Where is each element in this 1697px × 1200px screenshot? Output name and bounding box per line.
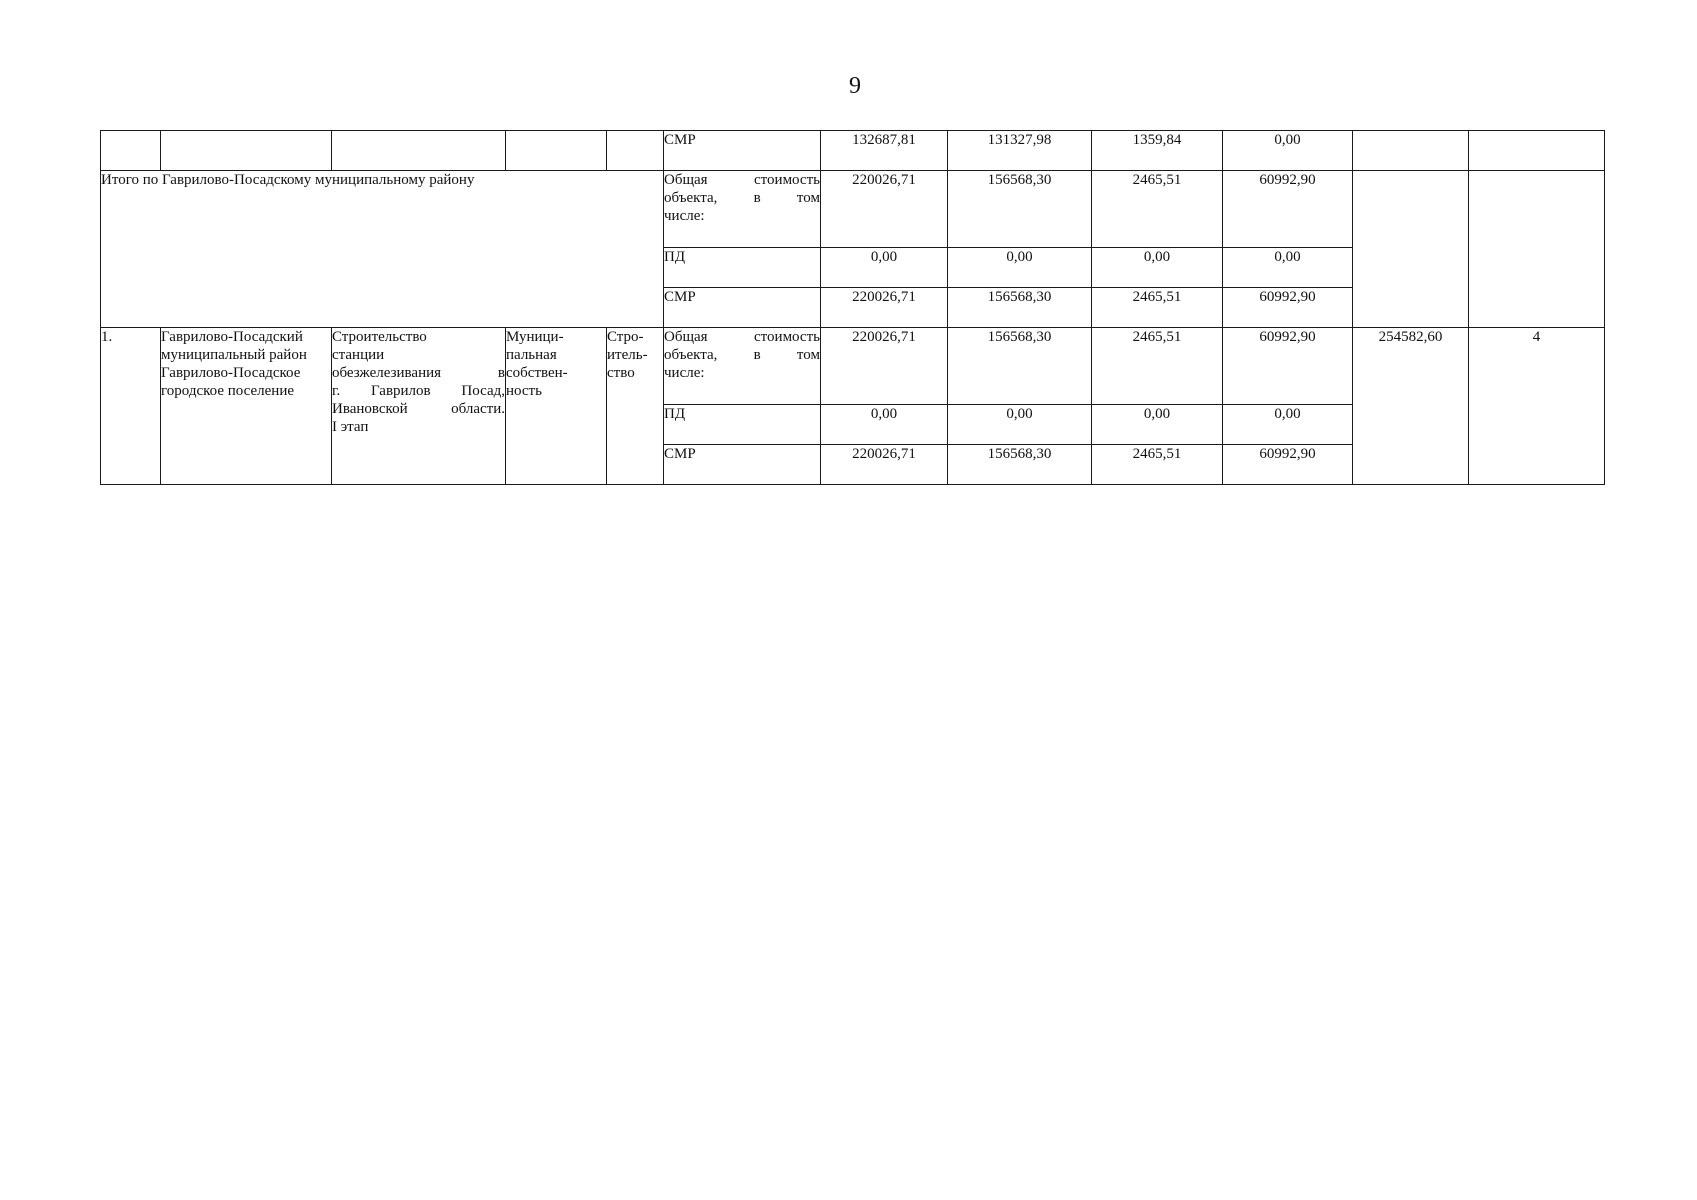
work-type-line: Стро- xyxy=(607,329,644,345)
total-title: Итого по Гаврилово-Посадскому муниципальному району xyxy=(101,171,664,328)
work-type-cell xyxy=(607,328,664,485)
label-line: Общая стоимость xyxy=(664,172,820,188)
value-cell: 131327,98 xyxy=(948,131,1092,171)
label-line: числе: xyxy=(664,365,705,381)
label-line: объекта, в том xyxy=(664,190,820,206)
page-number: 9 xyxy=(849,73,861,99)
cost-type-label: ПД xyxy=(664,405,821,445)
empty-cell xyxy=(1469,171,1605,328)
year-cell: 4 xyxy=(1469,328,1605,485)
empty-cell xyxy=(161,131,332,171)
empty-cell xyxy=(332,131,506,171)
object-line: I этап xyxy=(332,419,369,435)
table-row-total-overall xyxy=(101,171,1605,248)
value-cell: 156568,30 xyxy=(948,288,1092,328)
value-cell: 2465,51 xyxy=(1092,328,1223,405)
object-name-cell xyxy=(332,328,506,485)
empty-cell xyxy=(607,131,664,171)
value-cell: 1359,84 xyxy=(1092,131,1223,171)
cost-type-label: СМР xyxy=(664,131,821,171)
empty-cell xyxy=(1469,131,1605,171)
value-cell: 60992,90 xyxy=(1223,288,1353,328)
municipality-line: городское поселение xyxy=(161,383,295,399)
table-row-carry xyxy=(101,131,1605,171)
municipality-line: Гаврилово-Посадское xyxy=(161,365,301,381)
ownership-line: ность xyxy=(506,383,542,399)
ownership-line: пальная xyxy=(506,347,557,363)
cost-type-label xyxy=(664,328,821,405)
object-line: Ивановской области. xyxy=(332,401,505,417)
value-cell: 220026,71 xyxy=(821,328,948,405)
value-cell: 156568,30 xyxy=(948,445,1092,485)
value-cell: 220026,71 xyxy=(821,288,948,328)
ownership-cell xyxy=(506,328,607,485)
object-line: обезжелезивания в xyxy=(332,365,505,381)
ownership-line: Муници- xyxy=(506,329,564,345)
empty-cell xyxy=(1353,171,1469,328)
value-cell: 0,00 xyxy=(1092,405,1223,445)
cost-type-label: СМР xyxy=(664,288,821,328)
value-cell: 0,00 xyxy=(1223,405,1353,445)
work-type-line: ство xyxy=(607,365,635,381)
label-line: Общая стоимость xyxy=(664,329,820,345)
object-line: г. Гаврилов Посад, xyxy=(332,383,505,399)
value-cell: 60992,90 xyxy=(1223,171,1353,248)
value-cell: 0,00 xyxy=(1223,131,1353,171)
value-cell: 0,00 xyxy=(948,405,1092,445)
ownership-line: собствен- xyxy=(506,365,568,381)
cost-table xyxy=(100,130,1605,485)
value-cell: 220026,71 xyxy=(821,445,948,485)
label-line: числе: xyxy=(664,208,705,224)
cost-type-label xyxy=(664,171,821,248)
value-cell: 132687,81 xyxy=(821,131,948,171)
value-cell: 60992,90 xyxy=(1223,445,1353,485)
value-cell: 0,00 xyxy=(948,248,1092,288)
value-cell: 0,00 xyxy=(821,405,948,445)
municipality-cell xyxy=(161,328,332,485)
empty-cell xyxy=(101,131,161,171)
municipality-line: Гаврилово-Посадский xyxy=(161,329,303,345)
value-cell: 0,00 xyxy=(821,248,948,288)
empty-cell xyxy=(1353,131,1469,171)
municipality-line: муниципальный район xyxy=(161,347,307,363)
value-cell: 220026,71 xyxy=(821,171,948,248)
entry-number: 1. xyxy=(101,328,161,485)
work-type-line: итель- xyxy=(607,347,648,363)
label-line: объекта, в том xyxy=(664,347,820,363)
value-cell: 156568,30 xyxy=(948,328,1092,405)
value-cell: 156568,30 xyxy=(948,171,1092,248)
value-cell: 60992,90 xyxy=(1223,328,1353,405)
value-cell: 0,00 xyxy=(1092,248,1223,288)
object-line: станции xyxy=(332,347,385,363)
cost-type-label: СМР xyxy=(664,445,821,485)
cost-type-label: ПД xyxy=(664,248,821,288)
value-cell: 2465,51 xyxy=(1092,171,1223,248)
table-row-entry-overall xyxy=(101,328,1605,405)
value-cell: 0,00 xyxy=(1223,248,1353,288)
value-cell: 2465,51 xyxy=(1092,445,1223,485)
value-cell: 2465,51 xyxy=(1092,288,1223,328)
empty-cell xyxy=(506,131,607,171)
object-line: Строительство xyxy=(332,329,427,345)
capacity-cell: 254582,60 xyxy=(1353,328,1469,485)
